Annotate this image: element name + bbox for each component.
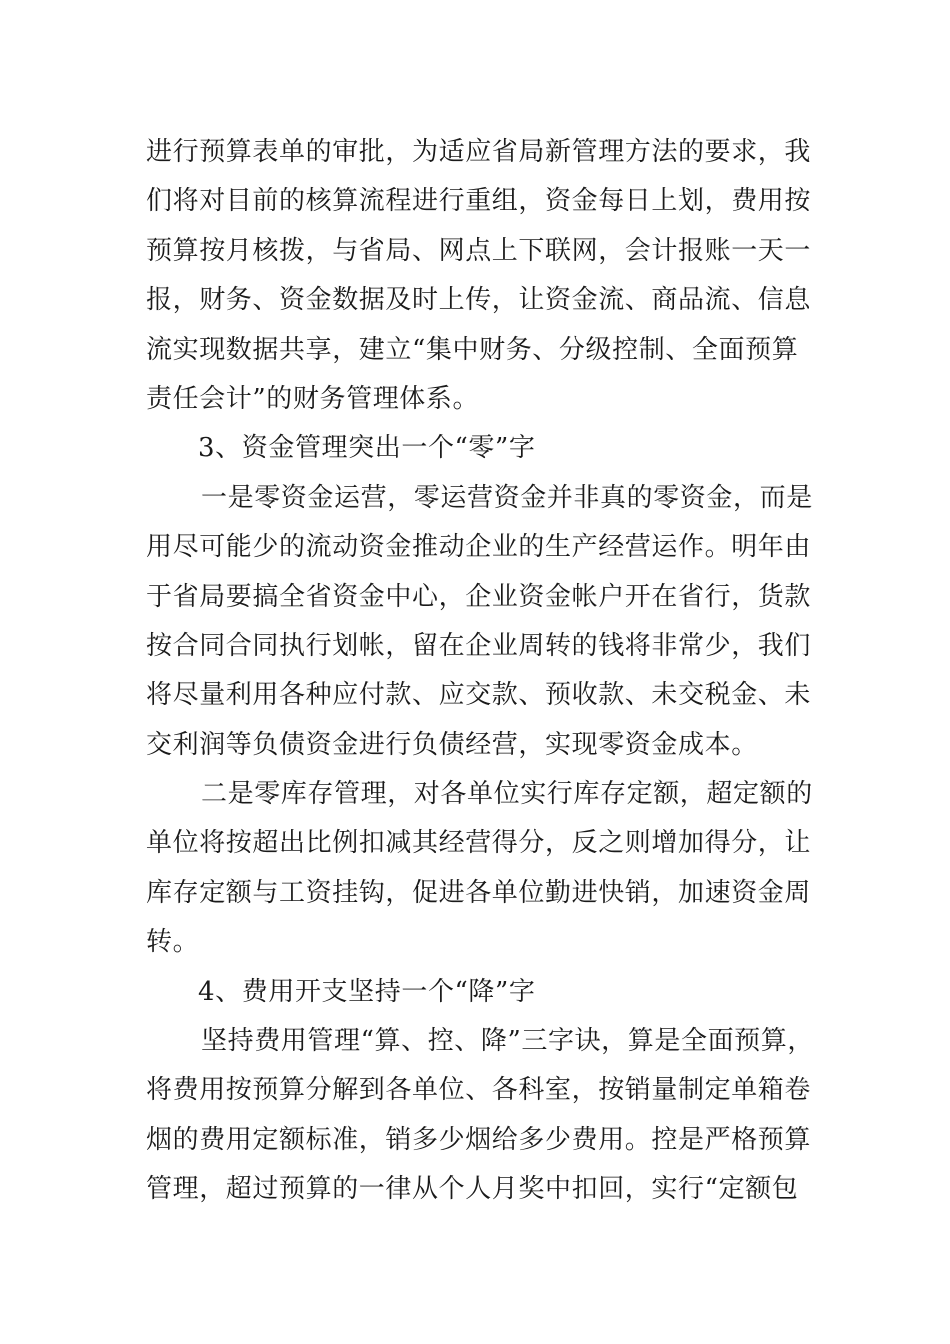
body-line: 将尽量利用各种应付款、应交款、预收款、未交税金、未 bbox=[146, 680, 812, 711]
paragraph-first-line: 坚持费用管理“算、控、降”三字诀，算是全面预算， bbox=[201, 1026, 814, 1057]
body-line: 按合同合同执行划帐，留在企业周转的钱将非常少，我们 bbox=[146, 630, 812, 661]
body-line: 于省局要搞全省资金中心，企业资金帐户开在省行，货款 bbox=[146, 581, 812, 612]
body-line: 用尽可能少的流动资金推动企业的生产经营运作。明年由 bbox=[146, 532, 812, 563]
body-line: 烟的费用定额标准，销多少烟给多少费用。控是严格预算 bbox=[146, 1124, 812, 1155]
body-line: 将费用按预算分解到各单位、各科室，按销量制定单箱卷 bbox=[146, 1075, 812, 1106]
body-line: 单位将按超出比例扣减其经营得分，反之则增加得分，让 bbox=[146, 828, 812, 859]
body-line: 进行预算表单的审批，为适应省局新管理方法的要求，我 bbox=[146, 137, 812, 167]
section-heading: 3、资金管理突出一个“零”字 bbox=[198, 433, 536, 464]
body-line: 责任会计”的财务管理体系。 bbox=[146, 383, 480, 414]
body-line: 流实现数据共享，建立“集中财务、分级控制、全面预算 bbox=[146, 334, 799, 365]
body-line: 预算按月核拨，与省局、网点上下联网，会计报账一天一 bbox=[146, 235, 812, 266]
body-line: 交利润等负债资金进行负债经营，实现零资金成本。 bbox=[146, 729, 758, 760]
body-line: 库存定额与工资挂钩，促进各单位勤进快销，加速资金周 bbox=[146, 877, 812, 908]
document-body bbox=[146, 128, 816, 1215]
body-line: 管理，超过预算的一律从个人月奖中扣回，实行“定额包 bbox=[146, 1174, 799, 1205]
paragraph-first-line: 一是零资金运营，零运营资金并非真的零资金，而是 bbox=[201, 482, 813, 513]
paragraph-first-line: 二是零库存管理，对各单位实行库存定额，超定额的 bbox=[201, 779, 813, 810]
section-heading: 4、费用开支坚持一个“降”字 bbox=[198, 976, 536, 1007]
body-line: 转。 bbox=[146, 927, 200, 958]
body-line: 报，财务、资金数据及时上传，让资金流、商品流、信息 bbox=[146, 285, 812, 316]
body-line: 们将对目前的核算流程进行重组，资金每日上划，费用按 bbox=[146, 186, 812, 217]
